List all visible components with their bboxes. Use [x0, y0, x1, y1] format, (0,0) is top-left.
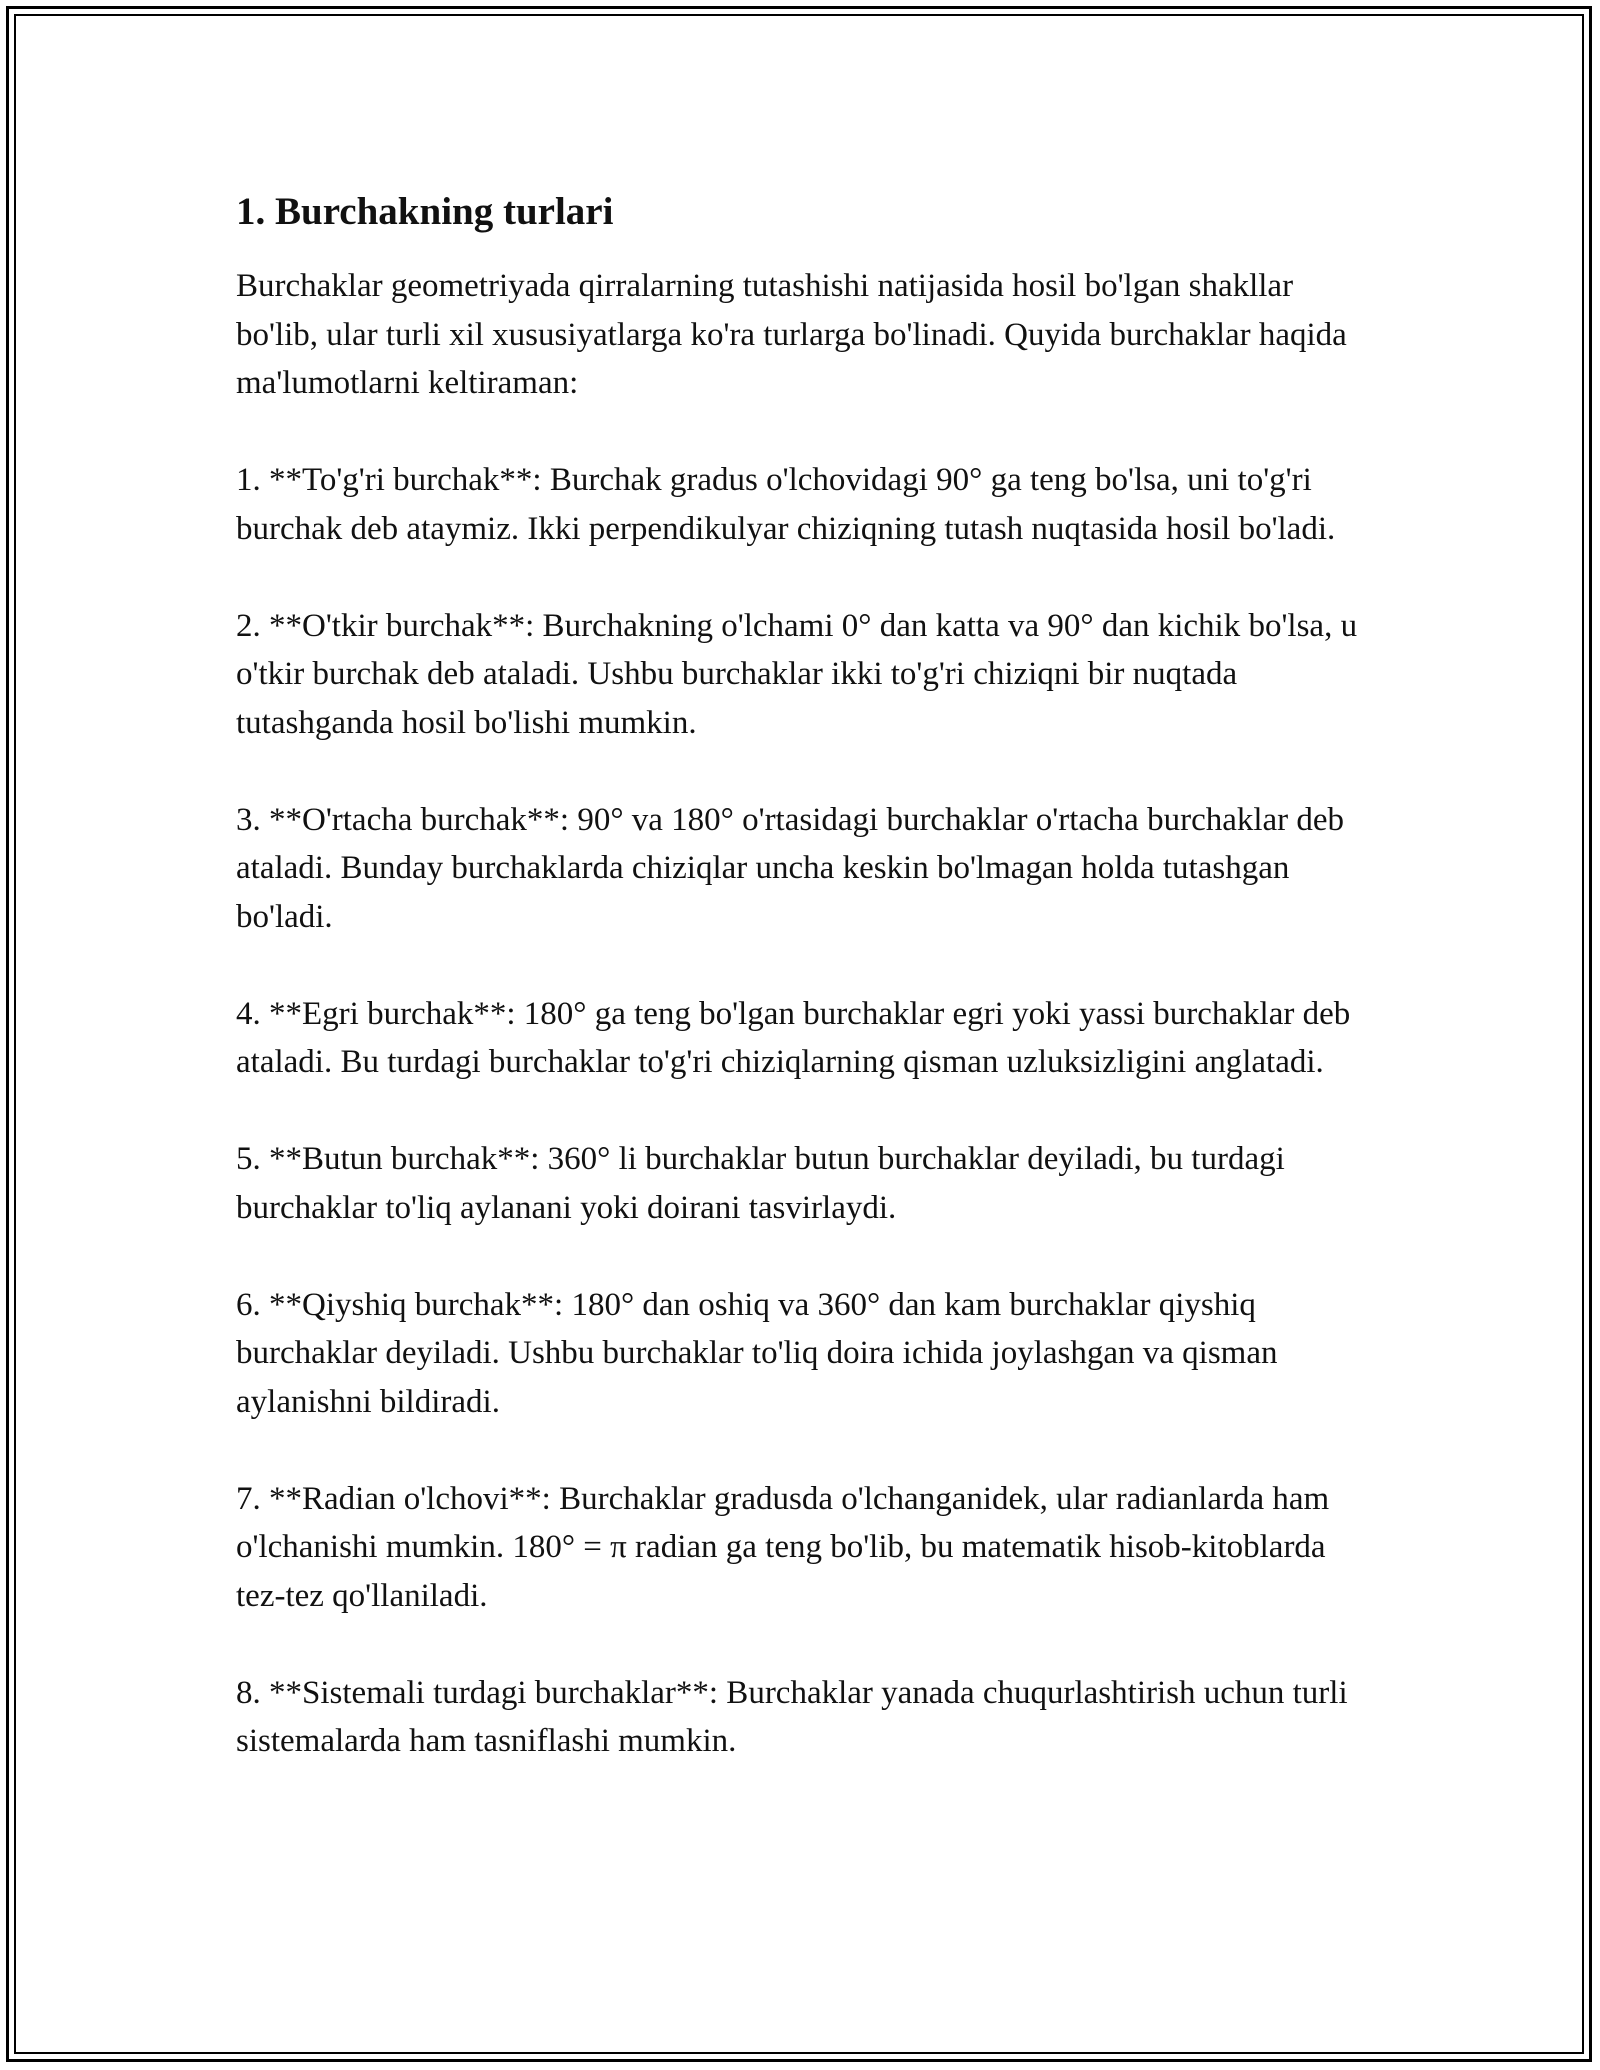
list-item-acute-angle: 2. **O'tkir burchak**: Burchakning o'lchami 0° dan katta va 90° dan kichik bo'lsa, u o'tkir burchak deb ataladi. Ushbu burchaklar ikki to'g'ri chiziqni bir nuqtada tutashganda hosil bo'lishi mumkin.	[236, 607, 1358, 741]
list-item-radian-measure: 7. **Radian o'lchovi**: Burchaklar gradusda o'lchanganidek, ular radianlarda ham o'lchanishi mumkin. 180° = π radian ga teng bo'lib, bu matematik hisob-kitoblarda tez-tez qo'llaniladi.	[236, 1480, 1330, 1614]
intro-paragraph: Burchaklar geometriyada qirralarning tutashishi natijasida hosil bo'lgan shakllar bo'lib, ular turli xil xususiyatlarga ko'ra turlarga bo'linadi. Quyida burchaklar haqida ma'lumotlarni keltiraman:	[236, 268, 1347, 401]
list-item-reflex-angle: 6. **Qiyshiq burchak**: 180° dan oshiq va 360° dan kam burchaklar qiyshiq burchaklar deyiladi. Ushbu burchaklar to'liq doira ichida joylashgan va qisman aylanishni bildiradi.	[236, 1286, 1278, 1420]
list-item-full-angle: 5. **Butun burchak**: 360° li burchaklar butun burchaklar deyiladi, bu turdagi burchaklar to'liq aylanani yoki doirani tasvirlaydi.	[236, 1141, 1285, 1226]
list-item-obtuse-angle: 3. **O'rtacha burchak**: 90° va 180° o'rtasidagi burchaklar o'rtacha burchaklar deb ataladi. Bunday burchaklarda chiziqlar uncha keskin bo'lmagan holda tutashgan bo'ladi.	[236, 801, 1345, 935]
document-title: 1. Burchakning turlari	[236, 190, 614, 233]
list-item-right-angle: 1. **To'g'ri burchak**: Burchak gradus o'lchovidagi 90° ga teng bo'lsa, uni to'g'ri burchak deb ataymiz. Ikki perpendikulyar chiziqning tutash nuqtasida hosil bo'ladi.	[236, 462, 1336, 547]
document-body	[236, 186, 1366, 1814]
list-item-systematic-angles: 8. **Sistemali turdagi burchaklar**: Burchaklar yanada chuqurlashtirish uchun turli sistemalarda ham tasniflashi mumkin.	[236, 1674, 1348, 1759]
list-item-straight-angle: 4. **Egri burchak**: 180° ga teng bo'lgan burchaklar egri yoki yassi burchaklar deb ataladi. Bu turdagi burchaklar to'g'ri chiziqlarning qisman uzluksizligini anglatadi.	[236, 995, 1351, 1080]
